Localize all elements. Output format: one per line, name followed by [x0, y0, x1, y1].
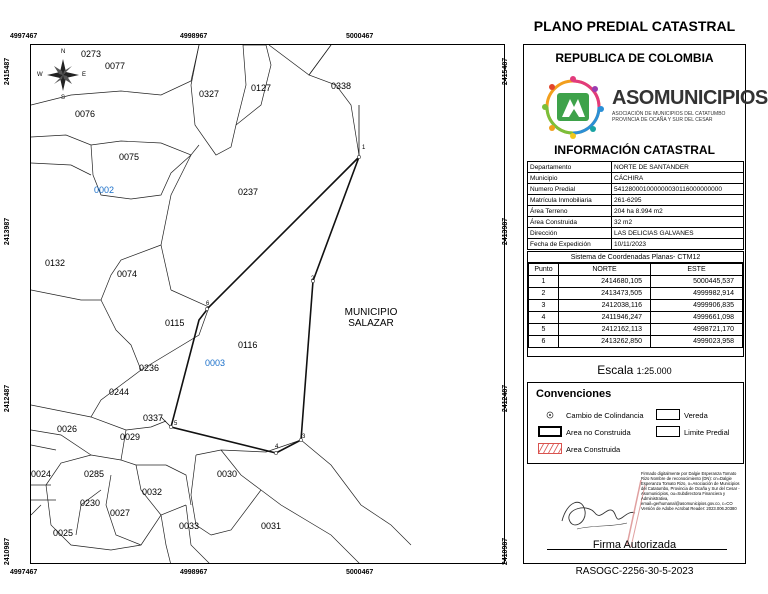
parcel-0033[interactable]: 0033 [179, 521, 200, 531]
legend-construida: Area Construida [566, 445, 621, 454]
info-value: 10/11/2023 [612, 239, 744, 250]
coord-left-3: 2412487 [4, 384, 12, 413]
info-key: Fecha de Expedición [528, 239, 612, 250]
coord-top-2: 4998967 [180, 33, 208, 40]
scale-label: Escala [597, 363, 634, 377]
point-label-5: 5 [174, 421, 178, 427]
parcel-0027[interactable]: 0027 [110, 508, 131, 518]
cell-punto: 5 [529, 324, 559, 336]
point-label-2: 2 [311, 276, 315, 282]
parcel-0024[interactable]: 0024 [31, 469, 52, 479]
coord-top-1: 4997467 [10, 33, 38, 40]
legend-title: Convenciones [536, 388, 612, 400]
info-title: INFORMACIÓN CATASTRAL [554, 143, 715, 157]
parcel-0244[interactable]: 0244 [109, 387, 130, 397]
scale-value: 1:25.000 [636, 366, 672, 376]
cell-este: 4999906,835 [651, 300, 743, 312]
legend-limite-swatch [656, 426, 680, 437]
table-row [529, 276, 743, 288]
cell-norte: 2412162,113 [559, 324, 651, 336]
coordinates-title: Sistema de Coordenadas Planas- CTM12 [528, 252, 743, 263]
table-row [529, 288, 743, 300]
municipality-label-line-1: MUNICIPIO [344, 307, 398, 318]
table-row [528, 206, 744, 217]
cell-este: 4999661,098 [651, 312, 743, 324]
parcel-0115[interactable]: 0115 [165, 318, 185, 328]
coord-left-4: 2410987 [4, 537, 12, 566]
info-value: NORTE DE SANTANDER [612, 162, 744, 173]
cell-este: 4998721,170 [651, 324, 743, 336]
coord-right-2: 2413987 [502, 217, 510, 246]
legend-vereda: Vereda [684, 411, 708, 420]
parcel-0327[interactable]: 0327 [199, 89, 220, 99]
table-row [528, 228, 744, 239]
cell-punto: 6 [529, 336, 559, 348]
document-code: RASOGC-2256-30-5-2023 [575, 566, 694, 577]
cadastral-info-table [527, 161, 744, 250]
parcel-0074[interactable]: 0074 [117, 269, 138, 279]
info-key: Municipio [528, 173, 612, 184]
parcel-0337[interactable]: 0337 [143, 413, 164, 423]
cell-punto: 3 [529, 300, 559, 312]
coord-right-3: 2412487 [502, 384, 510, 413]
parcel-lines [31, 45, 505, 564]
cell-este: 5000445,537 [651, 276, 743, 288]
table-row [529, 324, 743, 336]
point-label-3: 3 [302, 434, 306, 440]
table-row [529, 312, 743, 324]
coord-bottom-3: 5000467 [346, 569, 374, 576]
compass-e: E [82, 72, 87, 78]
info-value: 261-6295 [612, 195, 744, 206]
parcel-0002[interactable]: 0002 [94, 185, 115, 195]
asomunicipios-logo-icon [538, 73, 608, 141]
parcel-0285[interactable]: 0285 [84, 469, 105, 479]
logo-name: ASOMUNICIPIOS [612, 87, 768, 109]
info-value: CÁCHIRA [612, 173, 744, 184]
coord-right-4: 2410987 [502, 537, 510, 566]
parcel-0003[interactable]: 0003 [205, 358, 226, 368]
cell-norte: 2413473,505 [559, 288, 651, 300]
legend-limite: Limite Predial [684, 428, 730, 437]
coordinates-box [527, 251, 744, 357]
parcel-0237[interactable]: 0237 [238, 187, 259, 197]
municipality-label [331, 307, 411, 329]
signature-label: Firma Autorizada [592, 539, 677, 551]
table-row [528, 184, 744, 195]
info-key: Área Construida [528, 217, 612, 228]
table-row [528, 239, 744, 250]
compass-s: S [61, 95, 66, 101]
parcel-0116[interactable]: 0116 [238, 340, 258, 350]
parcel-0273[interactable]: 0273 [81, 49, 102, 59]
digital-signature-text: Firmado digitalmente por Dalgie Esperanza Tomato Rizo Nombre de reconocimiento (DN): cn=Dalgie Esperanza Tomato Rizo, o=Asociación de Municipios del Catatumbo, Provincia de Ocaña y Sur del Cesar - Asomunicipios, ou=Subdirectora Financiera y Administrativa, email=gerhumanal@asomunicipios.gov.co, c=CO Versión de Adobe Acrobat Reader: 2023.006.20380 [641, 471, 740, 511]
legend-cambio: Cambio de Colindancia [566, 411, 644, 420]
parcel-0030[interactable]: 0030 [217, 469, 238, 479]
page-title: PLANO PREDIAL CATASTRAL [533, 18, 736, 34]
coordinates-table [528, 263, 743, 348]
cell-este: 4999023,958 [651, 336, 743, 348]
cell-punto: 1 [529, 276, 559, 288]
cell-punto: 4 [529, 312, 559, 324]
cell-norte: 2412038,116 [559, 300, 651, 312]
legend-no-construida: Area no Construida [566, 428, 631, 437]
parcel-0025[interactable]: 0025 [53, 528, 74, 538]
parcel-0230[interactable]: 0230 [80, 498, 101, 508]
boundary-change-icon [546, 411, 554, 419]
coord-top-3: 5000467 [346, 33, 374, 40]
info-key: Matrícula Inmobiliaria [528, 195, 612, 206]
info-value: 204 ha 8.994 m2 [612, 206, 744, 217]
parcel-0077[interactable]: 0077 [105, 61, 126, 71]
coord-left-1: 2415487 [4, 57, 12, 86]
info-value: LAS DELICIAS GALVANES [612, 228, 744, 239]
info-key: Departamento [528, 162, 612, 173]
legend-no-construida-swatch [538, 426, 562, 437]
info-key: Numero Predial [528, 184, 612, 195]
table-row [528, 173, 744, 184]
coord-right-1: 2415487 [502, 57, 510, 86]
info-panel [523, 44, 768, 564]
cell-este: 4999982,914 [651, 288, 743, 300]
col-header-este: ESTE [651, 264, 743, 276]
table-row [528, 162, 744, 173]
table-row [528, 195, 744, 206]
point-label-6: 6 [206, 301, 210, 307]
parcel-0236[interactable]: 0236 [139, 363, 160, 373]
info-value: 32 m2 [612, 217, 744, 228]
cell-norte: 2411946,247 [559, 312, 651, 324]
table-row [529, 300, 743, 312]
table-header-row [529, 264, 743, 276]
parcel-0031[interactable]: 0031 [261, 521, 282, 531]
compass-w: W [37, 72, 43, 78]
parcel-0032[interactable]: 0032 [142, 487, 163, 497]
parcel-0029[interactable]: 0029 [120, 432, 141, 442]
compass-n: N [61, 49, 66, 55]
coord-bottom-2: 4998967 [180, 569, 208, 576]
parcel-0127[interactable]: 0127 [251, 83, 272, 93]
legend-construida-swatch [538, 443, 562, 454]
parcel-0075[interactable]: 0075 [119, 152, 140, 162]
map-view[interactable] [30, 44, 505, 564]
scale [524, 363, 745, 377]
col-header-punto: Punto [529, 264, 559, 276]
republic-title: REPUBLICA DE COLOMBIA [555, 51, 714, 65]
parcel-0026[interactable]: 0026 [57, 424, 78, 434]
info-value: 541280001000000030116000000000 [612, 184, 744, 195]
cell-norte: 2414680,105 [559, 276, 651, 288]
logo-subtitle: ASOCIACIÓN DE MUNICIPIOS DEL CATATUMBO PROVINCIA DE OCAÑA Y SUR DEL CESAR [612, 111, 726, 123]
point-label-4: 4 [275, 444, 279, 450]
compass-rose-icon [47, 59, 79, 91]
logo [538, 73, 768, 141]
table-row [529, 336, 743, 348]
coord-bottom-1: 4997467 [10, 569, 38, 576]
legend-vereda-swatch [656, 409, 680, 420]
point-label-1: 1 [362, 145, 366, 151]
cell-punto: 2 [529, 288, 559, 300]
coord-left-2: 2413987 [4, 217, 12, 246]
col-header-norte: NORTE [559, 264, 651, 276]
legend-box [527, 382, 744, 464]
info-key: Área Terreno [528, 206, 612, 217]
parcel-0338[interactable]: 0338 [331, 81, 352, 91]
table-row [528, 217, 744, 228]
municipality-label-line-2: SALAZAR [348, 318, 394, 329]
cell-norte: 2413262,850 [559, 336, 651, 348]
parcel-0132[interactable]: 0132 [45, 258, 66, 268]
parcel-0076[interactable]: 0076 [75, 109, 96, 119]
info-key: Dirección [528, 228, 612, 239]
